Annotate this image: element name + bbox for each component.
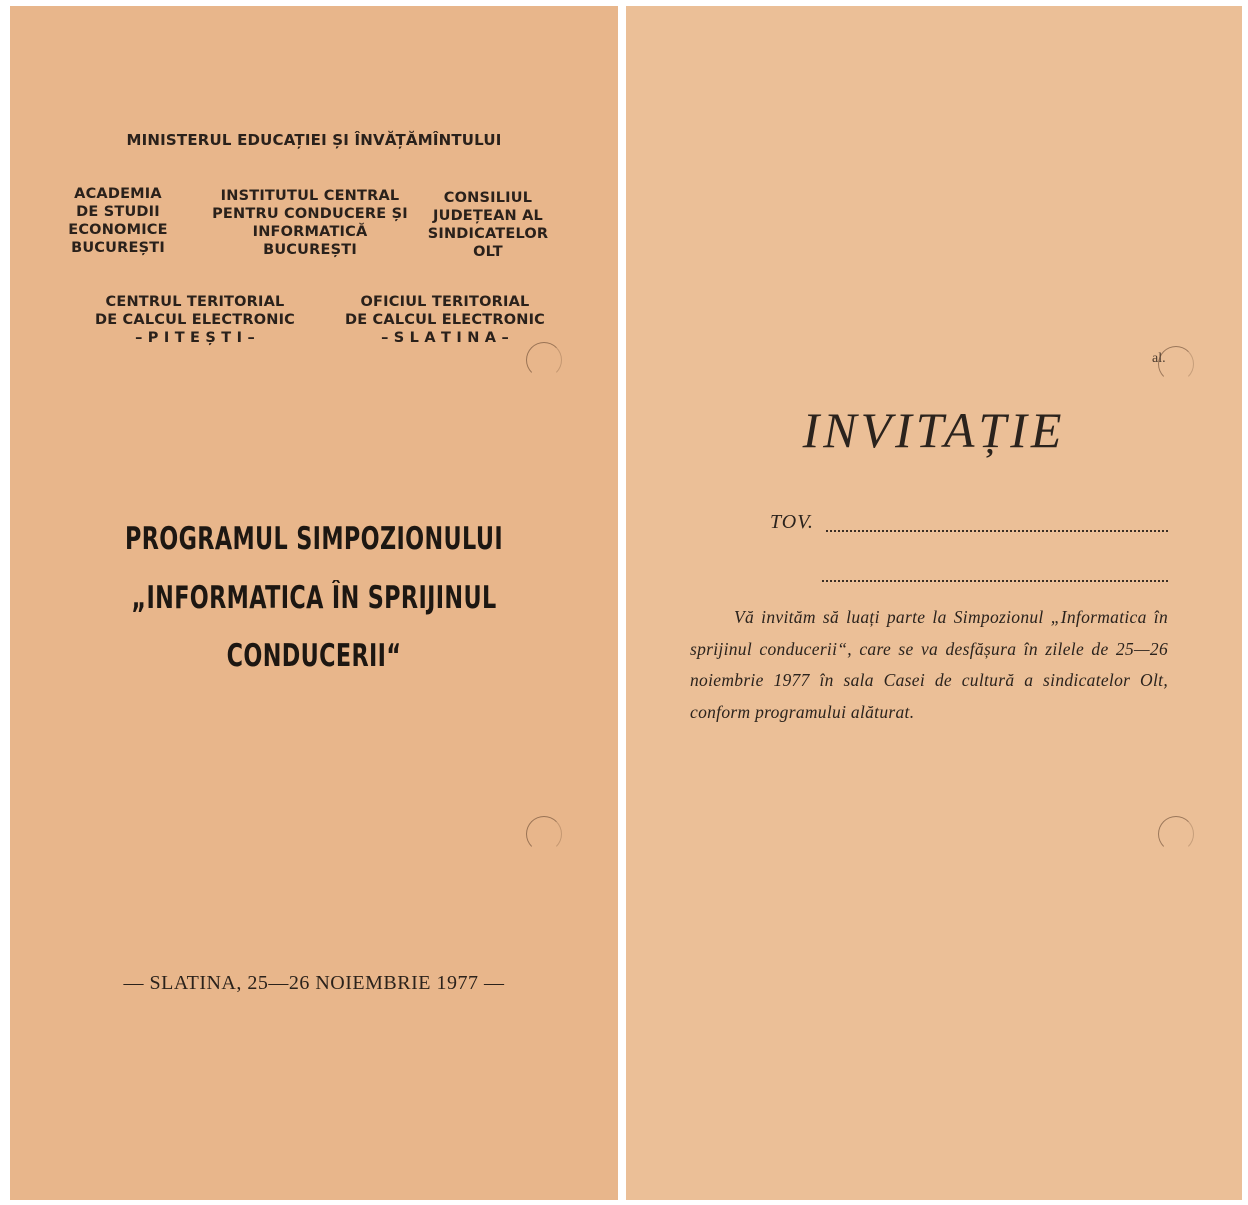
ministry-heading: MINISTERUL EDUCAȚIEI ȘI ÎNVĂȚĂMÎNTULUI <box>126 131 502 149</box>
invitation-panel <box>626 6 1242 1200</box>
org-line: BUCUREȘTI <box>71 240 165 256</box>
punch-hole <box>1158 346 1194 382</box>
org-line: ACADEMIA <box>74 186 162 202</box>
program-cover-panel <box>10 6 618 1200</box>
org-institutul-central <box>190 187 430 259</box>
org-consiliul-judetean <box>418 189 558 261</box>
org-line: PENTRU CONDUCERE ȘI <box>212 206 408 222</box>
tov-label: TOV. <box>770 511 814 533</box>
org-academia-studii-economice <box>48 185 188 257</box>
org-line: DE CALCUL ELECTRONIC <box>344 312 546 328</box>
org-centrul-teritorial-pitesti <box>70 293 320 347</box>
page-mark: al. <box>1152 351 1166 366</box>
org-line: – S L A T I N A – <box>381 330 509 346</box>
org-line: INSTITUTUL CENTRAL <box>220 188 400 204</box>
name-fill-line-2 <box>822 580 1168 582</box>
name-fill-line <box>826 530 1168 532</box>
invitation-body: Vă invităm să luați parte la Simpozionul „Informatica în sprijinul conducerii“, care se va desfășura în zilele de 25—26 noiembrie 1977 în sala Casei de cultură a sindicatelor Olt, conform programului alăturat. <box>690 607 1168 722</box>
event-dateline: — SLATINA, 25—26 NOIEMBRIE 1977 — <box>123 972 505 994</box>
program-title-line: CONDUCERII“ <box>226 638 402 674</box>
org-line: JUDEȚEAN AL <box>433 208 543 224</box>
punch-hole <box>526 816 562 852</box>
org-line: BUCUREȘTI <box>263 242 357 258</box>
org-line: SINDICATELOR <box>427 226 549 242</box>
org-line: ECONOMICE <box>68 222 168 238</box>
org-line: DE STUDII <box>76 204 160 220</box>
org-oficiul-teritorial-slatina <box>320 293 570 347</box>
org-line: INFORMATICĂ <box>252 224 368 240</box>
org-line: – P I T E Ș T I – <box>135 330 255 346</box>
org-line: OLT <box>473 244 503 260</box>
invitation-heading: INVITAȚIE <box>802 402 1066 458</box>
org-line: CONSILIUL <box>443 190 533 206</box>
org-line: OFICIUL TERITORIAL <box>360 294 530 310</box>
program-title-line: PROGRAMUL SIMPOZIONULUI <box>125 521 503 557</box>
program-title-line: „INFORMATICA ÎN SPRIJINUL <box>131 580 497 616</box>
punch-hole <box>526 342 562 378</box>
org-line: DE CALCUL ELECTRONIC <box>94 312 296 328</box>
org-line: CENTRUL TERITORIAL <box>105 294 285 310</box>
punch-hole <box>1158 816 1194 852</box>
